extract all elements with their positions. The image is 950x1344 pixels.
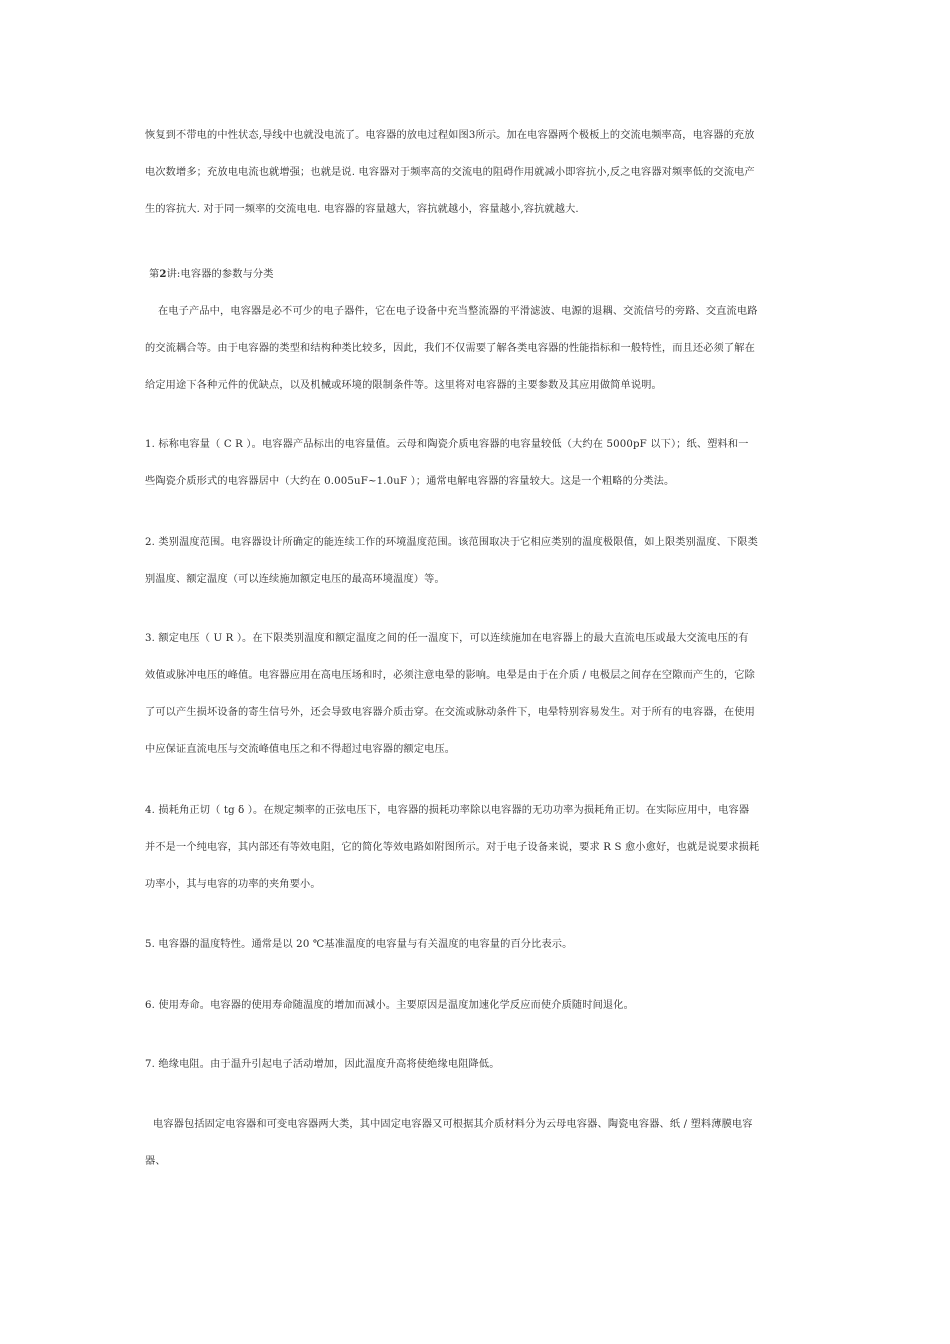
classification-paragraph	[145, 1106, 811, 1180]
text-line: 电容器包括固定电容器和可变电容器两大类，其中固定电容器又可根据其介质材料分为云母电容器、陶瓷电容器、纸 / 塑料薄膜电容	[153, 1119, 753, 1130]
text-line: 别温度、额定温度（可以连续施加额定电压的最高环境温度）等。	[145, 574, 445, 585]
text-line: 2. 类别温度范围。电容器设计所确定的能连续工作的环境温度范围。该范围取决于它相应类别的温度极限值，如上限类别温度、下限类	[145, 537, 758, 548]
text-line: 功率小，其与电容的功率的夹角要小。	[145, 879, 321, 890]
text-line: 5. 电容器的温度特性。通常是以 20 ℃基准温度的电容量与有关温度的电容量的百分比表示。	[145, 939, 573, 950]
parameter-item-5	[145, 926, 811, 963]
text-line: 些陶瓷介质形式的电容器居中（大约在 0.005uF~1.0uF ）；通常电解电容器的容量较大。这是一个粗略的分类法。	[145, 476, 675, 487]
heading-prefix: 第	[149, 269, 160, 280]
parameter-item-7	[145, 1046, 811, 1083]
text-line: 6. 使用寿命。电容器的使用寿命随温度的增加而减小。主要原因是温度加速化学反应而使介质随时间退化。	[145, 1000, 634, 1011]
text-line: 效值或脉冲电压的峰值。电容器应用在高电压场和时，必须注意电晕的影响。电晕是由于在介质 / 电极层之间存在空隙而产生的，它除	[145, 670, 755, 681]
parameter-item-1	[145, 426, 811, 500]
text-line: 的交流耦合等。由于电容器的类型和结构种类比较多，因此，我们不仅需要了解各类电容器的性能指标和一般特性，而且还必须了解在	[145, 343, 755, 354]
text-line: 在电子产品中，电容器是必不可少的电子器件，它在电子设备中充当整流器的平滑滤波、电源的退耦、交流信号的旁路、交直流电路	[158, 306, 758, 317]
text-line: 器、	[145, 1156, 166, 1167]
text-line: 并不是一个纯电容，其内部还有等效电阻，它的简化等效电路如附图所示。对于电子设备来说，要求 R S 愈小愈好，也就是说要求损耗	[145, 842, 760, 853]
text-line: 7. 绝缘电阻。由于温升引起电子活动增加，因此温度升高将使绝缘电阻降低。	[145, 1059, 500, 1070]
text-line: 恢复到不带电的中性状态,导线中也就没电流了。电容器的放电过程如图3所示。加在电容器两个极板上的交流电频率高，电容器的充放	[145, 130, 755, 141]
text-line: 中应保证直流电压与交流峰值电压之和不得超过电容器的额定电压。	[145, 744, 456, 755]
parameter-item-4	[145, 792, 811, 903]
intro-paragraph	[145, 117, 811, 228]
heading-number: 2	[159, 268, 167, 280]
text-line: 了可以产生损坏设备的寄生信号外，还会导致电容器介质击穿。在交流或脉动条件下，电晕特别容易发生。对于所有的电容器，在使用	[145, 707, 755, 718]
parameter-item-6	[145, 987, 811, 1024]
text-line: 生的容抗大. 对于同一频率的交流电电. 电容器的容量越大，容抗就越小，容量越小,容抗就越大.	[145, 204, 579, 215]
parameter-item-3	[145, 620, 811, 768]
text-line: 1. 标称电容量（ C R ）。电容器产品标出的电容量值。云母和陶瓷介质电容器的电容量较低（大约在 5000pF 以下）；纸、塑料和一	[145, 439, 749, 450]
text-line: 给定用途下各种元件的优缺点，以及机械或环境的限制条件等。这里将对电容器的主要参数及其应用做简单说明。	[145, 380, 662, 391]
heading-rest: 讲:电容器的参数与分类	[166, 269, 274, 280]
text-line: 3. 额定电压（ U R ）。在下限类别温度和额定温度之间的任一温度下，可以连续施加在电容器上的最大直流电压或最大交流电压的有	[145, 633, 749, 644]
section-intro-paragraph	[145, 293, 811, 404]
parameter-item-2	[145, 524, 811, 598]
text-line: 4. 损耗角正切（ tg δ ）。在规定频率的正弦电压下，电容器的损耗功率除以电容器的无功功率为损耗角正切。在实际应用中，电容器	[145, 805, 750, 816]
text-line: 电次数增多；充放电电流也就增强；也就是说. 电容器对于频率高的交流电的阻碍作用就减小即容抗小,反之电容器对频率低的交流电产	[145, 167, 755, 178]
section-heading	[149, 256, 815, 293]
